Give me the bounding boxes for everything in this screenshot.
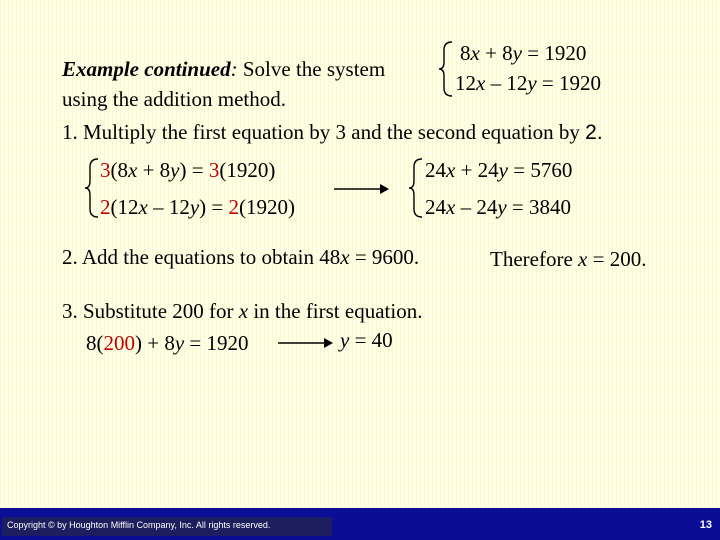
title-line-2: using the addition method. bbox=[62, 87, 286, 111]
copyright-text: Copyright © by Houghton Mifflin Company, Inc. All rights reserved. bbox=[7, 520, 271, 530]
title-line bbox=[62, 57, 385, 81]
result-eq-2: 24x – 24y = 3840 bbox=[425, 195, 571, 219]
title-colon: : bbox=[230, 57, 238, 81]
result-brace bbox=[408, 157, 424, 219]
multiplied-eq-1: 3(8x + 8y) = 3(1920) bbox=[100, 158, 276, 182]
step-3-text: 3. Substitute 200 for x in the first equation. bbox=[62, 299, 423, 323]
multiplied-eq-2: 2(12x – 12y) = 2(1920) bbox=[100, 195, 295, 219]
step-3-substitution: 8(200) + 8y = 1920 bbox=[86, 331, 249, 355]
title-rest: Solve the system bbox=[237, 57, 386, 81]
result-eq-1: 24x + 24y = 5760 bbox=[425, 158, 573, 182]
arrow-right-icon bbox=[278, 337, 334, 349]
step-3-answer: y = 40 bbox=[340, 328, 393, 352]
system-eq-2: 12x – 12y = 1920 bbox=[455, 71, 601, 95]
step-1-text: 1. Multiply the first equation by 3 and the second equation by 2. bbox=[62, 120, 603, 144]
title-lead: Example continued bbox=[62, 57, 231, 81]
arrow-right-icon bbox=[334, 183, 390, 195]
multiplied-brace bbox=[84, 157, 100, 219]
footer-bar bbox=[0, 508, 720, 540]
system-brace bbox=[438, 40, 454, 98]
step-2-text: 2. Add the equations to obtain 48x = 9600. bbox=[62, 245, 420, 269]
system-eq-1: 8x + 8y = 1920 bbox=[460, 41, 587, 65]
page-number: 13 bbox=[699, 519, 712, 531]
step-2-conclusion: Therefore x = 200. bbox=[490, 247, 647, 271]
